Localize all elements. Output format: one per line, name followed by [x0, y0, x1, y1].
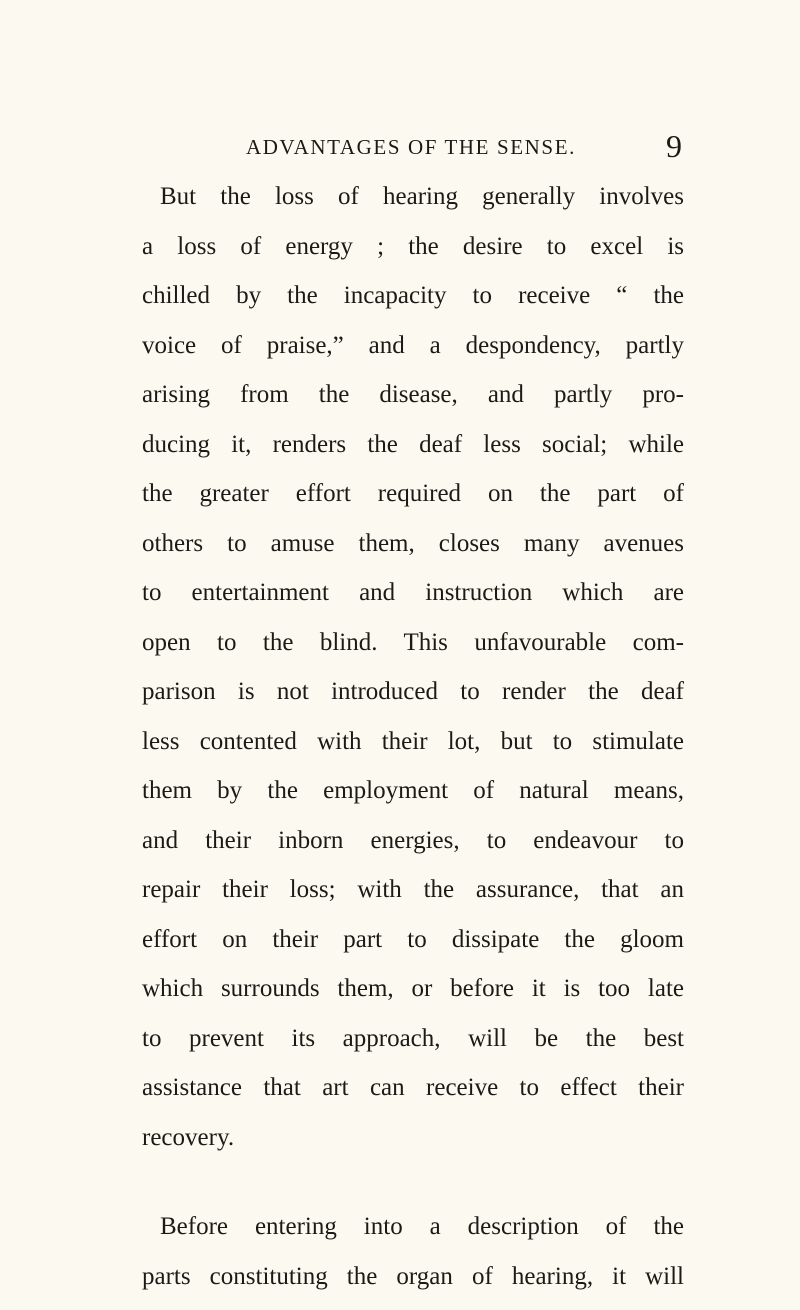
text-line: the greater effort required on the part of — [142, 480, 684, 507]
page-number: 9 — [666, 128, 682, 164]
text-line: open to the blind. This unfavourable com- — [142, 628, 684, 656]
running-head — [140, 127, 682, 167]
text-line: arising from the disease, and partly pro- — [142, 381, 684, 408]
text-line: recovery. — [142, 1123, 235, 1151]
text-line: But the loss of hearing generally involves — [160, 183, 684, 210]
text-line: repair their loss; with the assurance, that an — [142, 876, 684, 903]
paragraph-gap — [142, 1162, 684, 1202]
text-line: chilled by the incapacity to receive “ the — [142, 282, 684, 309]
text-line: Before entering into a description of the — [160, 1213, 684, 1240]
text-line: a loss of energy ; the desire to excel is — [142, 232, 684, 260]
text-line: parison is not introduced to render the deaf — [142, 678, 684, 705]
text-line: others to amuse them, closes many avenues — [142, 529, 684, 557]
text-line: assistance that art can receive to effect their — [142, 1074, 684, 1101]
text-line: ducing it, renders the deaf less social; while — [142, 430, 684, 458]
text-line: to entertainment and instruction which are — [142, 579, 684, 606]
text-line: voice of praise,” and a despondency, partly — [142, 331, 684, 359]
text-line: and their inborn energies, to endeavour to — [142, 826, 684, 854]
text-line: which surrounds them, or before it is too late — [142, 975, 684, 1002]
text-line: less contented with their lot, but to stimulate — [142, 727, 684, 755]
paragraph-1 — [142, 172, 684, 1162]
running-title: ADVANTAGES OF THE SENSE. — [246, 135, 576, 159]
paragraph-2 — [142, 1202, 684, 1301]
body-text — [142, 172, 684, 1301]
text-line: parts constituting the organ of hearing, it will — [142, 1262, 684, 1290]
text-line: them by the employment of natural means, — [142, 777, 684, 804]
text-line: effort on their part to dissipate the gloom — [142, 925, 684, 953]
text-line: to prevent its approach, will be the best — [142, 1024, 684, 1052]
